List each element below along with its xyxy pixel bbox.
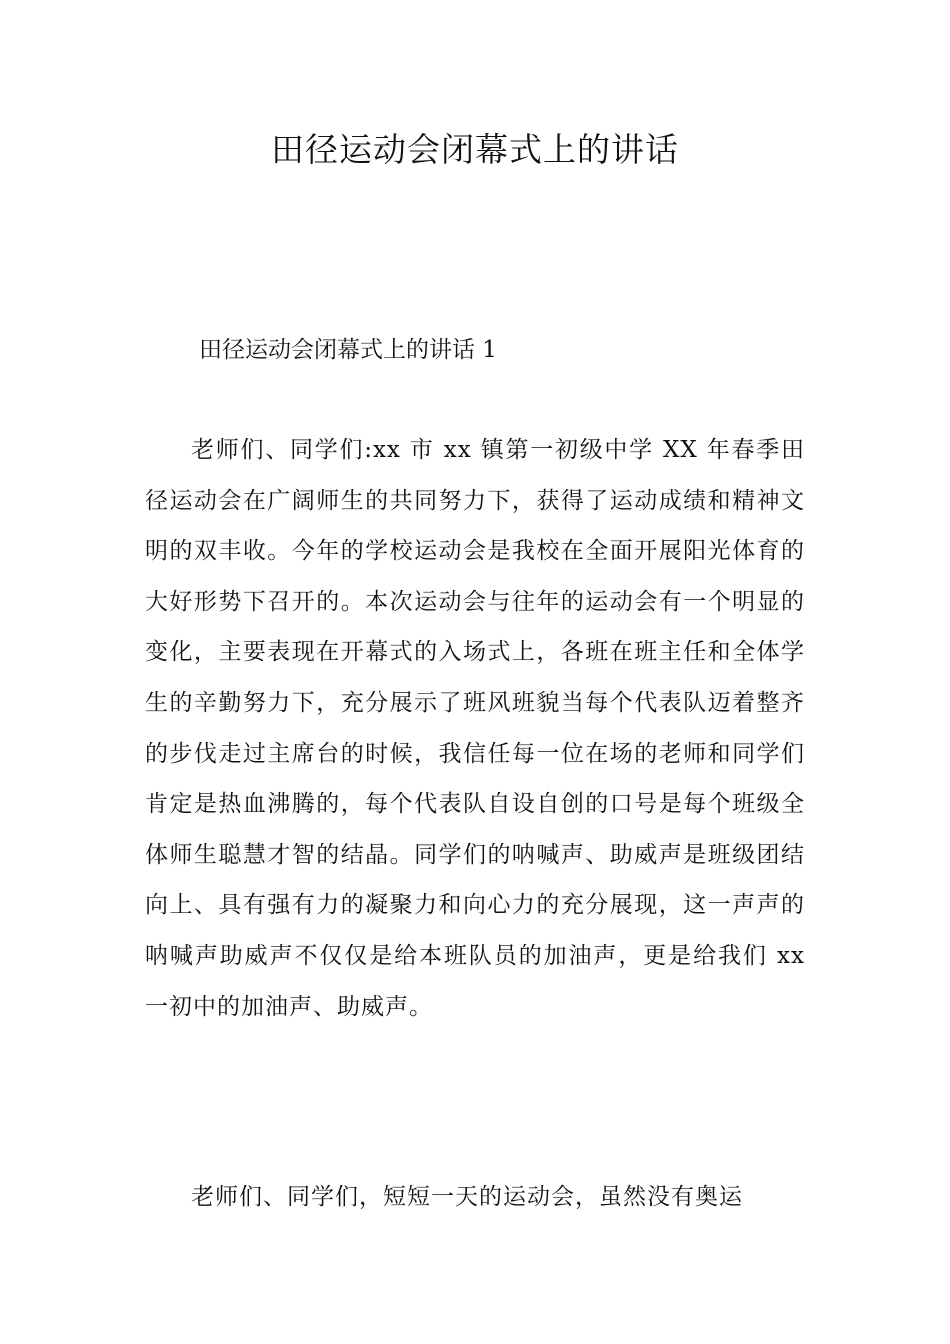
body-paragraph-1: 老师们、同学们:xx 市 xx 镇第一初级中学 XX 年春季田径运动会在广阔师生的共同努力下，获得了运动成绩和精神文明的双丰收。今年的学校运动会是我校在全面开展阳光体育的大好形势下召开的。本次运动会与往年的运动会有一个明显的变化，主要表现在开幕式的入场式上，各班在班主任和全体学生的辛勤努力下，充分展示了班风班貌当每个代表队迈着整齐的步伐走过主席台的时候，我信任每一位在场的老师和同学们肯定是热血沸腾的，每个代表队自设自创的口号是每个班级全体师生聪慧才智的结晶。同学们的呐喊声、助威声是班级团结向上、具有强有力的凝聚力和向心力的充分展现，这一声声的呐喊声助威声不仅仅是给本班队员的加油声，更是给我们 xx 一初中的加油声、助威声。 <box>145 437 805 1020</box>
document-title: 田径运动会闭幕式上的讲话 <box>271 130 679 169</box>
body-paragraph-2: 老师们、同学们，短短一天的运动会，虽然没有奥运 <box>191 1184 743 1210</box>
section-heading: 田径运动会闭幕式上的讲话 1 <box>199 337 497 363</box>
